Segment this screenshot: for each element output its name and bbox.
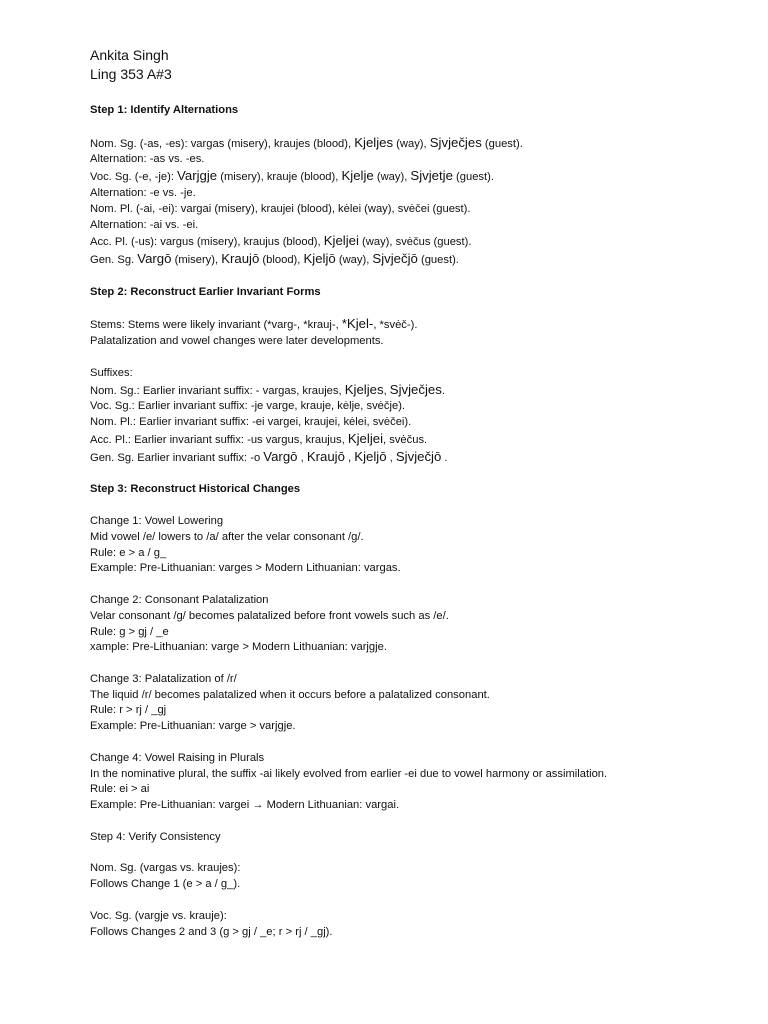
word-form: Varjgje xyxy=(177,168,218,184)
step2-stems xyxy=(90,316,750,350)
word-form: *Kjel- xyxy=(341,316,374,332)
text-run: , xyxy=(344,451,355,464)
word-form: Kraujō xyxy=(221,251,260,267)
suffix-line xyxy=(90,399,750,415)
document-page xyxy=(90,46,750,956)
stem-line xyxy=(90,316,750,334)
text-run: Nom. Pl.: Earlier invariant suffix: -ei vargei, kraujei, kėlei, svėčei). xyxy=(90,416,412,429)
word-form: Kjeljei xyxy=(323,233,359,249)
step3-changes xyxy=(90,514,750,830)
text-run: Stems: Stems were likely invariant (*varg-, *krauj-, xyxy=(90,319,342,332)
text-run: (misery), xyxy=(171,254,222,267)
text-run: Suffixes: xyxy=(90,366,133,379)
text-run: , svėčus. xyxy=(383,433,428,446)
step3-section xyxy=(90,482,750,830)
verify-line: Follows Change 1 (e > a / g_). xyxy=(90,878,241,891)
text-run: Nom. Sg.: Earlier invariant suffix: - vargas, kraujes, xyxy=(90,384,345,397)
change-line: Rule: e > a / g_ xyxy=(90,546,167,559)
change-line: Change 1: Vowel Lowering xyxy=(90,514,224,527)
verify-line: Nom. Sg. (vargas vs. kraujes): xyxy=(90,862,241,875)
change-line: Example: Pre-Lithuanian: vargei → Modern Lithuanian: vargai. xyxy=(90,799,400,812)
stem-line xyxy=(90,334,750,350)
word-form: Kjeljō xyxy=(354,448,387,464)
text-run: (way), xyxy=(393,137,430,150)
step3-heading: Step 3: Reconstruct Historical Changes xyxy=(90,483,301,496)
change-line: Example: Pre-Lithuanian: varge > varjgje. xyxy=(90,720,296,733)
text-run: Gen. Sg. xyxy=(90,254,138,267)
text-run: Alternation: -ai vs. -ei. xyxy=(90,218,199,231)
verify-line: Follows Changes 2 and 3 (g > gj / _e; r > rj / _gj). xyxy=(90,925,333,938)
step2-section xyxy=(90,285,750,467)
change-line: Rule: g > gj / _e xyxy=(90,625,169,638)
alternation-line xyxy=(90,168,750,186)
document-header xyxy=(90,46,750,84)
text-run: Gen. Sg. Earlier invariant suffix: -o xyxy=(90,451,264,464)
text-run: Acc. Pl.: Earlier invariant suffix: -us vargus, kraujus, xyxy=(90,433,348,446)
change-line: Change 4: Vowel Raising in Plurals xyxy=(90,751,265,764)
change-block xyxy=(90,751,750,814)
word-form: Kjeljes xyxy=(344,381,384,397)
suffix-line xyxy=(90,431,750,449)
text-run: Voc. Sg. (-e, -je): xyxy=(90,171,178,184)
text-run: Acc. Pl. (-us): vargus (misery), kraujus (blood), xyxy=(90,236,324,249)
text-run: (guest). xyxy=(481,137,523,150)
word-form: Sjvječjō xyxy=(395,448,442,464)
change-block xyxy=(90,672,750,735)
word-form: Sjvječjes xyxy=(429,134,482,150)
change-line: Mid vowel /e/ lowers to /a/ after the velar consonant /g/. xyxy=(90,530,364,543)
author-name: Ankita Singh xyxy=(90,47,169,63)
word-form: Kraujō xyxy=(306,448,345,464)
change-line: xample: Pre-Lithuanian: varge > Modern Lithuanian: varjgje. xyxy=(90,641,387,654)
text-run: Alternation: -e vs. -je. xyxy=(90,186,196,199)
change-line: Velar consonant /g/ becomes palatalized before front vowels such as /e/. xyxy=(90,609,449,622)
verify-block xyxy=(90,861,750,893)
text-run: Voc. Sg.: Earlier invariant suffix: -je varge, krauje, kėlje, svėčje). xyxy=(90,400,406,413)
text-run: (guest). xyxy=(452,171,494,184)
alternation-line xyxy=(90,251,750,269)
text-run: . xyxy=(441,451,448,464)
step4-heading: Step 4: Verify Consistency xyxy=(90,830,221,843)
text-run: , xyxy=(386,451,396,464)
change-line: Change 2: Consonant Palatalization xyxy=(90,593,269,606)
text-run: , xyxy=(383,384,390,397)
alternation-line xyxy=(90,233,750,251)
word-form: Vargō xyxy=(137,251,172,267)
step4-section xyxy=(90,830,750,956)
text-run: Nom. Sg. (-as, -es): vargas (misery), kraujes (blood), xyxy=(90,137,355,150)
word-form: Vargō xyxy=(263,448,298,464)
text-run: (guest). xyxy=(417,254,459,267)
alternation-line xyxy=(90,202,750,218)
word-form: Kjeljei xyxy=(347,430,384,446)
change-block xyxy=(90,514,750,577)
word-form: Kjelje xyxy=(341,168,374,184)
change-line: Rule: ei > ai xyxy=(90,783,150,796)
text-run: Alternation: -as vs. -es. xyxy=(90,153,205,166)
change-line: Rule: r > rj / _gj xyxy=(90,704,167,717)
alternation-line xyxy=(90,218,750,234)
word-form: Sjvječjō xyxy=(372,251,418,267)
alternation-line xyxy=(90,135,750,153)
text-run: (way), xyxy=(373,171,411,184)
text-run: Palatalization and vowel changes were later developments. xyxy=(90,335,384,348)
alternation-line xyxy=(90,152,750,168)
text-run: , xyxy=(297,451,307,464)
step1-heading: Step 1: Identify Alternations xyxy=(90,104,239,116)
text-run: (misery), krauje (blood), xyxy=(217,171,342,184)
step2-heading: Step 2: Reconstruct Earlier Invariant Forms xyxy=(90,285,321,298)
text-run: (way), svėčus (guest). xyxy=(358,236,472,249)
step2-suffixes xyxy=(90,366,750,467)
word-form: Sjvječjes xyxy=(389,381,442,397)
text-run: . xyxy=(441,384,445,397)
verify-line: Voc. Sg. (vargje vs. krauje): xyxy=(90,909,227,922)
change-line: The liquid /r/ becomes palatalized when it occurs before a palatalized consonant. xyxy=(90,688,490,701)
text-run: (blood), xyxy=(259,254,304,267)
text-run: (way), xyxy=(335,254,373,267)
text-run: Nom. Pl. (-ai, -ei): vargai (misery), kraujei (blood), kėlei (way), svėčei (guest). xyxy=(90,202,471,215)
word-form: Kjeljō xyxy=(303,251,336,267)
step4-blocks xyxy=(90,861,750,956)
change-block xyxy=(90,593,750,656)
suffix-line xyxy=(90,382,750,400)
change-line: Change 3: Palatalization of /r/ xyxy=(90,672,237,685)
change-line: Example: Pre-Lithuanian: varges > Modern Lithuanian: vargas. xyxy=(90,562,401,575)
suffix-line xyxy=(90,415,750,431)
alternation-line xyxy=(90,186,750,202)
verify-block xyxy=(90,909,750,941)
suffix-line xyxy=(90,366,750,382)
change-line: In the nominative plural, the suffix -ai likely evolved from earlier -ei due to vowel harmony or assimilation. xyxy=(90,767,608,780)
step1-alternations xyxy=(90,135,750,269)
course-assignment: Ling 353 A#3 xyxy=(90,66,172,82)
word-form: Kjeljes xyxy=(354,134,394,150)
text-run: , *svėč-). xyxy=(373,319,418,332)
suffix-line xyxy=(90,449,750,467)
word-form: Sjvjetje xyxy=(410,168,453,184)
step1-section xyxy=(90,103,750,269)
